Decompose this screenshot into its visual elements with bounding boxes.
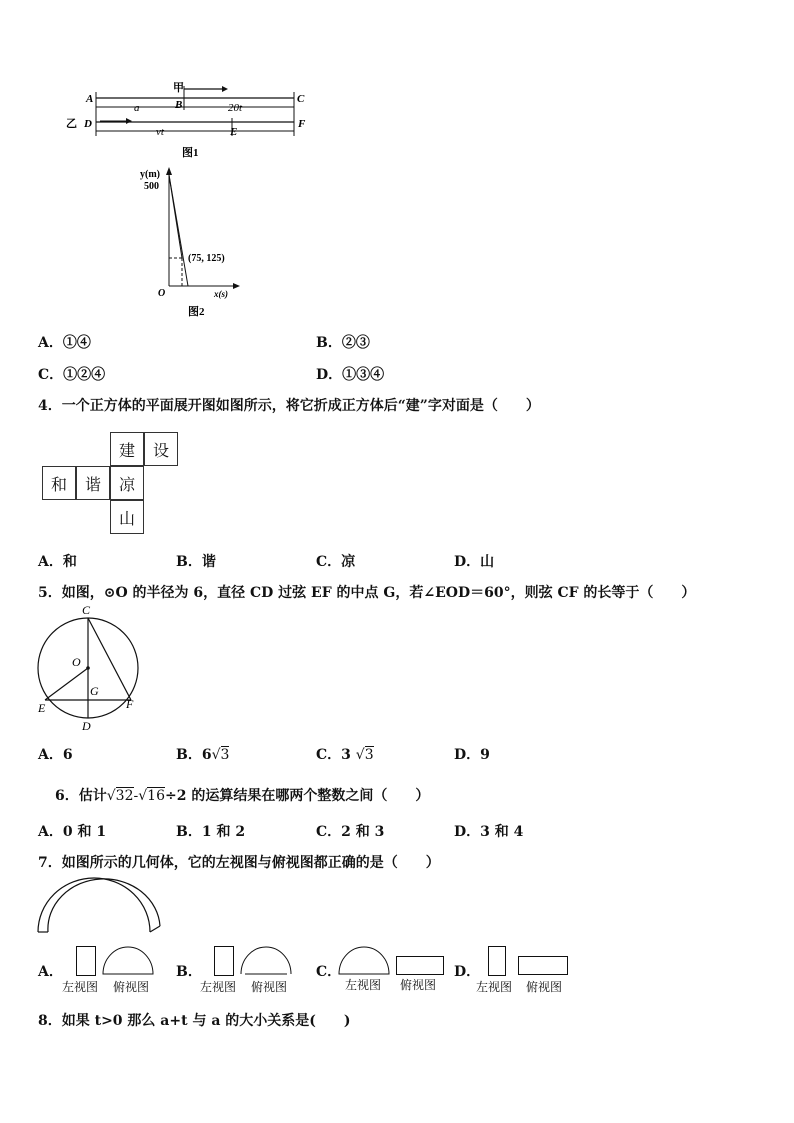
option-text: 6 [62,747,73,763]
option-letter: D． [454,824,481,840]
fig1-yi-label: 乙 [66,118,77,130]
radical-sign: √ [355,747,365,763]
option-text: 1 和 2 [201,824,246,840]
option-text: 2 和 3 [341,824,385,840]
fig1-label-F: F [298,118,306,130]
fig1-dist-20t: 20t [228,102,243,114]
q7-option-b[interactable] [176,945,306,995]
net-cell-xie: 谐 [76,466,110,500]
q7-solid-figure [34,872,164,938]
q6-option-c[interactable] [316,821,384,841]
net-cell-she: 设 [144,432,178,466]
q6-question [55,785,429,805]
net-cell-liang: 凉 [110,466,144,500]
fig2-caption: 图2 [188,306,205,318]
option-letter: B． [316,335,342,351]
q4-option-a[interactable] [38,551,77,571]
q5-option-b[interactable] [176,744,229,764]
q6-radicand-2: 16 [147,788,165,804]
q7-b-top-view-shape [240,945,292,976]
net-cell-he: 和 [42,466,76,500]
q4-cube-net [42,432,182,536]
q5-label-O: O [72,655,81,669]
q7-option-a[interactable] [38,945,168,995]
fig1-dist-vt: vt [156,126,164,138]
option-text: 凉 [341,554,356,570]
q5-label-C: C [82,603,91,617]
fig2-x-axis-label: x(s) [214,289,228,299]
option-letter: D． [454,964,481,980]
option-letter: B． [176,964,202,980]
option-letter: A． [38,824,63,840]
option-text: 谐 [201,554,216,570]
option-text: 6 [201,747,212,763]
option-letter: D． [316,367,343,383]
q7-b-top-view-label: 俯视图 [251,980,288,994]
fig1-label-B: B [175,99,183,111]
q7-c-left-view-label: 左视图 [345,978,382,992]
option-letter: C． [316,747,342,763]
q7-d-top-view-shape [518,956,568,975]
option-letter: A． [38,964,63,980]
q7-d-top-view-label: 俯视图 [526,980,563,994]
q4-option-c[interactable] [316,551,355,571]
q5-option-d[interactable] [454,744,490,764]
net-cell-jian: 建 [110,432,144,466]
q7-a-top-view-label: 俯视图 [113,980,150,994]
q7-d-left-view-shape [488,946,506,976]
q3-option-c[interactable] [38,364,105,384]
q7-option-c[interactable] [316,945,451,995]
q8-question: 8．如果 t>0 那么 a+t 与 a 的大小关系是( ) [38,1013,351,1029]
option-text: 3 和 4 [480,824,524,840]
q5-circle-figure [30,602,150,734]
net-cell-shan: 山 [110,500,144,534]
q7-question: 7．如图所示的几何体，它的左视图与俯视图都正确的是（ ） [38,855,440,871]
q7-a-left-view-shape [76,946,96,976]
fig1-dist-a: a [134,102,140,114]
option-letter: C． [316,824,342,840]
q4-option-b[interactable] [176,551,216,571]
q5-label-G: G [90,684,99,698]
option-letter: B． [176,554,202,570]
q7-a-top-view-shape [102,945,154,976]
q4-question: 4．一个正方体的平面展开图如图所示，将它折成正方体后“建”字对面是（ ） [38,398,540,414]
q6-suffix: ÷2 的运算结果在哪两个整数之间（ ） [164,788,430,804]
option-text: 山 [480,554,495,570]
option-letter: D． [454,747,481,763]
q5-question: 5．如图，⊙O 的半径为 6，直径 CD 过弦 EF 的中点 G，若∠EOD＝60°，则弦 CF 的长等于（ ） [38,585,696,601]
q6-option-a[interactable] [38,821,106,841]
option-letter: D． [454,554,481,570]
q3-option-a[interactable] [38,332,91,352]
q5-label-E: E [38,701,46,715]
fig2-y-axis-label: y(m) [140,169,160,180]
fig1-jia-label: 甲 [173,82,184,94]
fig2-origin-label: O [158,288,166,299]
q3-option-d[interactable] [316,364,384,384]
option-letter: B． [176,747,202,763]
q6-option-d[interactable] [454,821,523,841]
fig1-label-A: A [86,93,94,105]
q6-radicand-1: 32 [115,788,134,804]
option-text: 和 [62,554,77,570]
fig1-label-D: D [84,118,92,130]
option-letter: A． [38,747,63,763]
q5-option-c[interactable] [316,744,374,764]
q5-label-D: D [82,719,91,733]
option-text: ①③④ [342,367,385,383]
q5-option-a[interactable] [38,744,73,764]
radical-sign: √ [138,788,148,804]
option-text: 0 和 1 [62,824,107,840]
q7-d-left-view-label: 左视图 [476,980,513,994]
radical-sign: √ [211,747,221,763]
option-letter: C． [316,964,342,980]
option-text: ②③ [341,335,370,351]
q3-option-b[interactable] [316,332,370,352]
q4-option-d[interactable] [454,551,494,571]
q6-minus: - [133,788,139,804]
q7-c-top-view-shape [396,956,444,975]
q7-a-left-view-label: 左视图 [62,980,99,994]
option-letter: A． [38,335,63,351]
option-letter: C． [38,367,64,383]
q7-c-top-view-label: 俯视图 [400,978,437,992]
radicand: 3 [364,747,374,763]
option-letter: A． [38,554,63,570]
fig1-label-C: C [297,93,305,105]
fig1-label-E: E [230,126,238,138]
fig1-caption: 图1 [182,147,199,159]
option-text: 3 [341,747,351,763]
q3-figure-1 [60,78,320,163]
q6-option-b[interactable] [176,821,245,841]
option-letter: B． [176,824,202,840]
option-text: ①②④ [63,367,106,383]
q7-b-left-view-label: 左视图 [200,980,237,994]
q7-c-left-view-shape [338,945,390,976]
q7-option-d[interactable] [454,945,584,995]
q3-figure-2 [138,165,268,325]
fig2-point-label: (75, 125) [188,253,225,264]
q5-label-F: F [126,697,134,711]
q6-prefix: 6．估计 [55,788,107,804]
q7-b-left-view-shape [214,946,234,976]
radicand: 3 [220,747,230,763]
fig2-y-tick-500: 500 [144,181,159,192]
option-letter: C． [316,554,342,570]
option-text: ①④ [62,335,91,351]
radical-sign: √ [106,788,116,804]
option-text: 9 [480,747,490,763]
